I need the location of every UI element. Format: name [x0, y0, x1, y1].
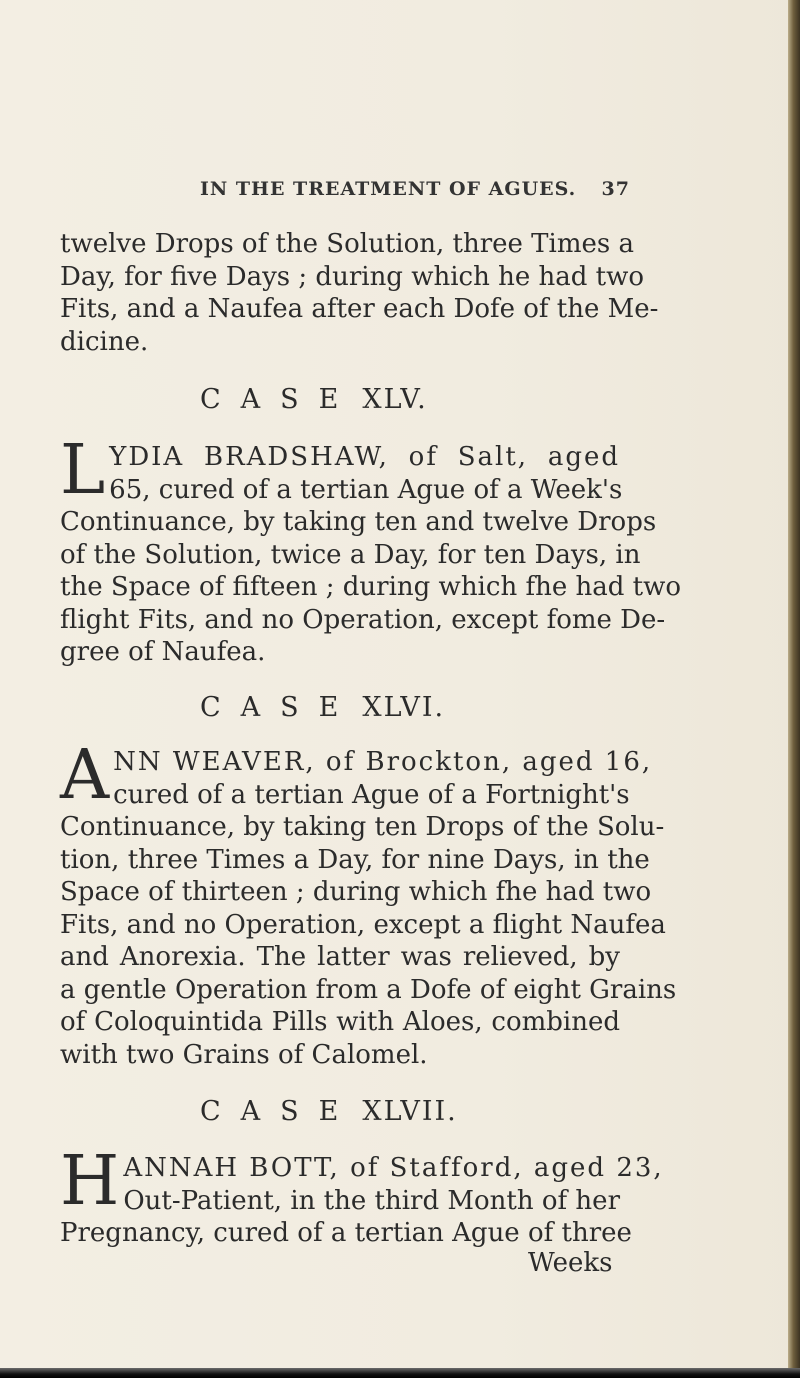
case-word: CASE: [200, 384, 359, 415]
text-line: 65, cured of a tertian Ague of a Week's: [109, 474, 623, 505]
case-heading-xlvii: [200, 1096, 458, 1127]
text-line: Day, for five Days ; during which he had two: [60, 261, 645, 292]
page-number: 37: [601, 178, 630, 200]
case-xlvii-paragraph: [60, 1142, 664, 1250]
text-line: Continuance, by taking ten Drops of the Solu-: [60, 812, 665, 842]
case-number: XLVII.: [362, 1096, 458, 1127]
text-line: cured of a tertian Ague of a Fortnight's: [113, 779, 630, 810]
text-line: and Anorexia. The latter was relieved, by: [60, 942, 620, 972]
case-xlv-paragraph: [60, 431, 681, 669]
text-line: Space of thirteen ; during which fhe had two: [60, 877, 652, 907]
text-line: Fits, and no Operation, except a flight Naufea: [60, 909, 666, 940]
text-line: ANNAH BOTT, of Stafford, aged 23,: [123, 1153, 664, 1183]
case-heading-xlvi: [200, 692, 445, 723]
text-line: YDIA BRADSHAW, of Salt, aged: [109, 442, 620, 472]
text-line: NN WEAVER, of Brockton, aged 16,: [113, 747, 653, 777]
text-line: twelve Drops of the Solution, three Times a: [60, 229, 634, 259]
drop-cap: H: [60, 1142, 120, 1221]
text-line: with two Grains of Calomel.: [60, 1039, 428, 1070]
text-line: of the Solution, twice a Day, for ten Days, in: [60, 539, 641, 570]
text-line: tion, three Times a Day, for nine Days, in the: [60, 844, 650, 875]
drop-cap: A: [60, 736, 110, 815]
case-xlvi-paragraph: [60, 736, 677, 1071]
text-line: Out-Patient, in the third Month of her: [123, 1185, 620, 1216]
page-edge-bottom: [0, 1368, 800, 1378]
drop-cap: L: [60, 431, 106, 510]
text-line: gree of Naufea.: [60, 637, 266, 667]
case-heading-xlv: [200, 384, 428, 415]
text-line: the Space of fifteen ; during which fhe had two: [60, 572, 681, 602]
case-number: XLV.: [362, 384, 428, 415]
case-word: CASE: [200, 1096, 359, 1127]
running-header: [200, 178, 630, 200]
text-line: Continuance, by taking ten and twelve Drops: [60, 507, 657, 537]
case-word: CASE: [200, 692, 359, 723]
intro-paragraph: [60, 228, 659, 358]
text-line: a gentle Operation from a Dofe of eight Grains: [60, 974, 677, 1005]
catchword: Weeks: [528, 1248, 613, 1278]
page-edge-right: [788, 0, 800, 1378]
text-line: Pregnancy, cured of a tertian Ague of three: [60, 1218, 632, 1248]
text-line: of Coloquintida Pills with Aloes, combined: [60, 1007, 620, 1037]
case-number: XLVI.: [362, 692, 446, 723]
running-title: IN THE TREATMENT OF AGUES.: [200, 178, 577, 200]
text-line: flight Fits, and no Operation, except fome De-: [60, 604, 666, 635]
text-line: dicine.: [60, 326, 149, 357]
text-line: Fits, and a Naufea after each Dofe of the Me-: [60, 294, 659, 324]
